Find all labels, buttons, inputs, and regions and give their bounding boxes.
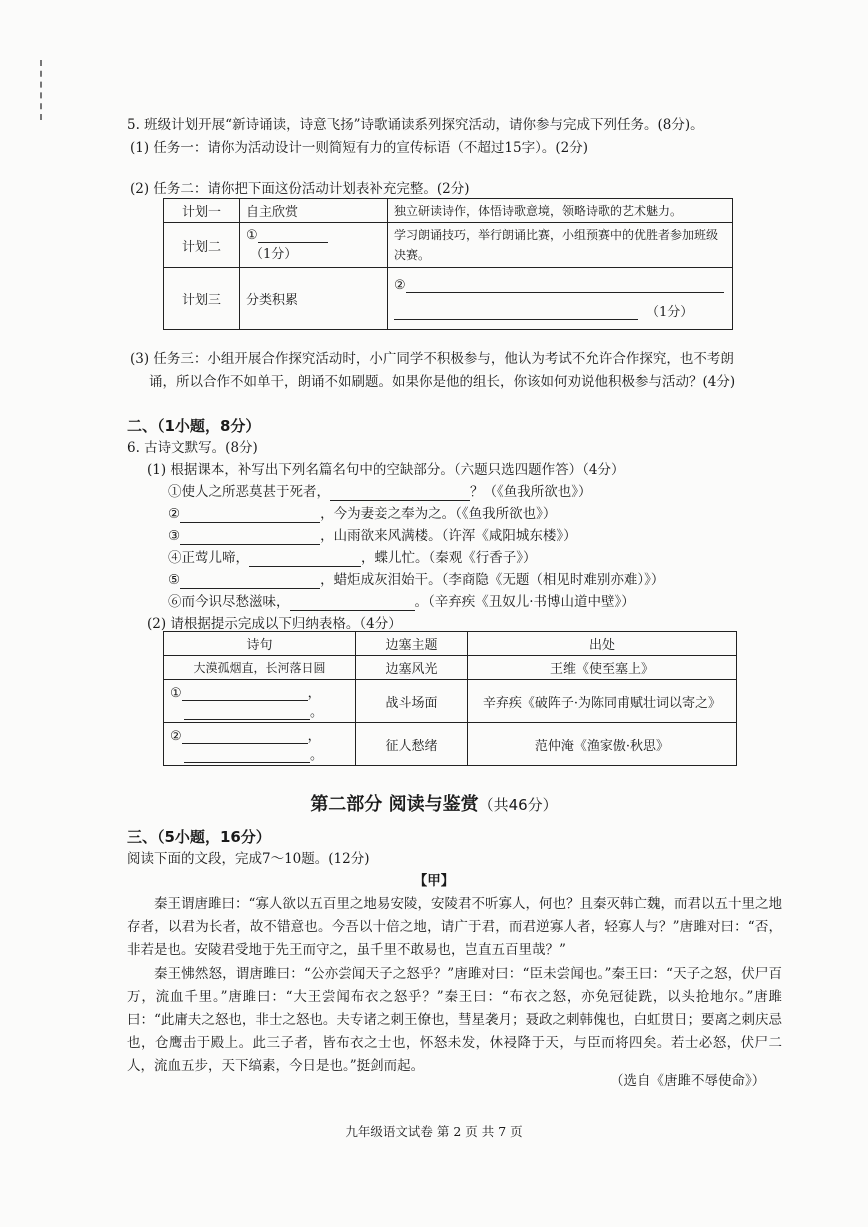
plan3-desc-blank-1[interactable] [406, 278, 724, 293]
section3-heading: 三、（5小题，16分） [127, 828, 271, 846]
recite-item-4: ④正莺儿啼， ，蝶儿忙。（秦观《行香子》） [168, 550, 537, 566]
q6-stem: 6. 古诗文默写。(8分) [127, 440, 258, 456]
page-footer: 九年级语文试卷 第 2 页 共 7 页 [345, 1124, 523, 1139]
q5-task1: (1) 任务一：请你为活动设计一则简短有力的宣传标语（不超过15字）。(2分) [130, 140, 588, 156]
scan-edge-mark [40, 60, 46, 120]
recite-blank-5[interactable] [180, 574, 320, 589]
row1-theme: 边塞风光 [356, 656, 468, 680]
passage-source: （选自《唐雎不辱使命》） [610, 1073, 766, 1089]
recite-blank-3[interactable] [180, 530, 320, 545]
row2-line-cell: ① ， 。 [164, 680, 356, 723]
row2-source: 辛弃疾《破阵子·为陈同甫赋壮词以寄之》 [468, 680, 737, 723]
recite-blank-4[interactable] [249, 552, 361, 567]
row2-blank-2[interactable] [184, 705, 310, 720]
q6-part2: (2) 请根据提示完成以下归纳表格。（4分） [147, 616, 402, 632]
row3-blank-1[interactable] [182, 729, 308, 744]
row1-source: 王维《使至塞上》 [468, 656, 737, 680]
recite-item-5: ⑤ ，蜡炬成灰泪始干。（李商隐《无题（相见时难别亦难）》） [168, 572, 665, 588]
recite-item-3: ③ ，山雨欲来风满楼。（许浑《咸阳城东楼》） [168, 528, 577, 544]
part2-score: （共46分） [478, 796, 558, 814]
recite-blank-1[interactable] [330, 486, 470, 501]
recite-blank-6[interactable] [290, 596, 415, 611]
plan3-desc-cell [388, 268, 733, 330]
row3-theme: 征人愁绪 [356, 723, 468, 766]
passage-paragraph-2: 秦王怫然怒，谓唐雎曰：“公亦尝闻天子之怒乎？”唐雎对曰：“臣未尝闻也。”秦王曰：“天子之怒，伏尸百万，流血千里。”唐雎曰：“大王尝闻布衣之怒乎？”秦王曰：“布衣之怒，亦免冠徒跣，以头抢地尔。”唐雎曰：“此庸夫之怒也，非士之怒也。夫专诸之刺王僚也，彗星袭月；聂政之刺韩傀也，白虹贯日；要离之刺庆忌也，仓鹰击于殿上。此三子者，皆布衣之士也，怀怒未发，休祲降于天，与臣而将四矣。若士必怒，伏尸二人，流血五步，天下缟素，今日是也。”挺剑而起。 [127, 966, 782, 1074]
q5-task2: (2) 任务二：请你把下面这份活动计划表补充完整。(2分) [130, 181, 470, 197]
recite-blank-2[interactable] [180, 508, 320, 523]
part2-title: 第二部分 阅读与鉴赏（共46分） [310, 794, 558, 815]
q5-task3-line1: (3) 任务三：小组开展合作探究活动时，小广同学不积极参与，他认为考试不允许合作探究，也不考朗 [130, 351, 734, 367]
q5-task3-line2: 诵，所以合作不如单干，朗诵不如刷题。如果你是他的组长，你该如何劝说他积极参与活动？(4分) [149, 374, 736, 390]
plan3-blank-mark: ② [394, 277, 406, 293]
plan3-label: 计划三 [164, 268, 240, 330]
plan2-score: （1分） [250, 247, 298, 262]
col-header-source: 出处 [468, 632, 737, 656]
plan1-label: 计划一 [164, 199, 240, 223]
section2-heading: 二、（1小题，8分） [127, 417, 261, 435]
plan2-label: 计划二 [164, 223, 240, 268]
row1-line: 大漠孤烟直，长河落日圆 [164, 656, 356, 680]
plan1-name: 自主欣赏 [240, 199, 388, 223]
row3-line-cell: ② ， 。 [164, 723, 356, 766]
plan1-desc: 独立研读诗作，体悟诗歌意境，领略诗歌的艺术魅力。 [388, 199, 733, 223]
row3-blank-2[interactable] [184, 748, 310, 763]
q6-part1: (1) 根据课本，补写出下列名篇名句中的空缺部分。（六题只选四题作答）（4分） [147, 462, 625, 478]
plan2-desc: 学习朗诵技巧，举行朗诵比赛，小组预赛中的优胜者参加班级决赛。 [388, 223, 733, 268]
reading-instruction: 阅读下面的文段，完成7～10题。(12分) [127, 851, 370, 867]
activity-plan-table [163, 198, 733, 330]
recite-item-1: ①使人之所恶莫甚于死者， ？（《鱼我所欲也》） [168, 484, 592, 500]
plan3-desc-blank-2[interactable] [394, 305, 638, 320]
frontier-poem-table [163, 631, 737, 766]
plan2-name-cell [240, 223, 388, 268]
row2-blank-1[interactable] [182, 686, 308, 701]
plan3-name: 分类积累 [240, 268, 388, 330]
col-header-theme: 边塞主题 [356, 632, 468, 656]
col-header-line: 诗句 [164, 632, 356, 656]
row3-source: 范仲淹《渔家傲·秋思》 [468, 723, 737, 766]
recite-item-2: ② ，今为妻妾之奉为之。（《鱼我所欲也》） [168, 506, 557, 522]
plan3-score: （1分） [646, 304, 694, 320]
row2-theme: 战斗场面 [356, 680, 468, 723]
passage-paragraph-1: 秦王谓唐雎曰：“寡人欲以五百里之地易安陵，安陵君不听寡人，何也？且秦灭韩亡魏，而君以五十里之地存者，以君为长者，故不错意也。今吾以十倍之地，请广于君，而君逆寡人者，轻寡人与？”唐雎对曰：“否，非若是也。安陵君受地于先王而守之，虽千里不敢易也，岂直五百里哉？” [127, 896, 782, 958]
plan2-name-blank[interactable] [258, 228, 328, 243]
recite-item-6: ⑥而今识尽愁滋味， 。（辛弃疾《丑奴儿·书博山道中壁》） [168, 594, 635, 610]
passage-label: 【甲】 [413, 873, 455, 889]
plan2-blank-mark: ① [246, 228, 258, 243]
q5-stem: 5. 班级计划开展“新诗诵读，诗意飞扬”诗歌诵读系列探究活动，请你参与完成下列任务。(8分)。 [127, 117, 704, 133]
